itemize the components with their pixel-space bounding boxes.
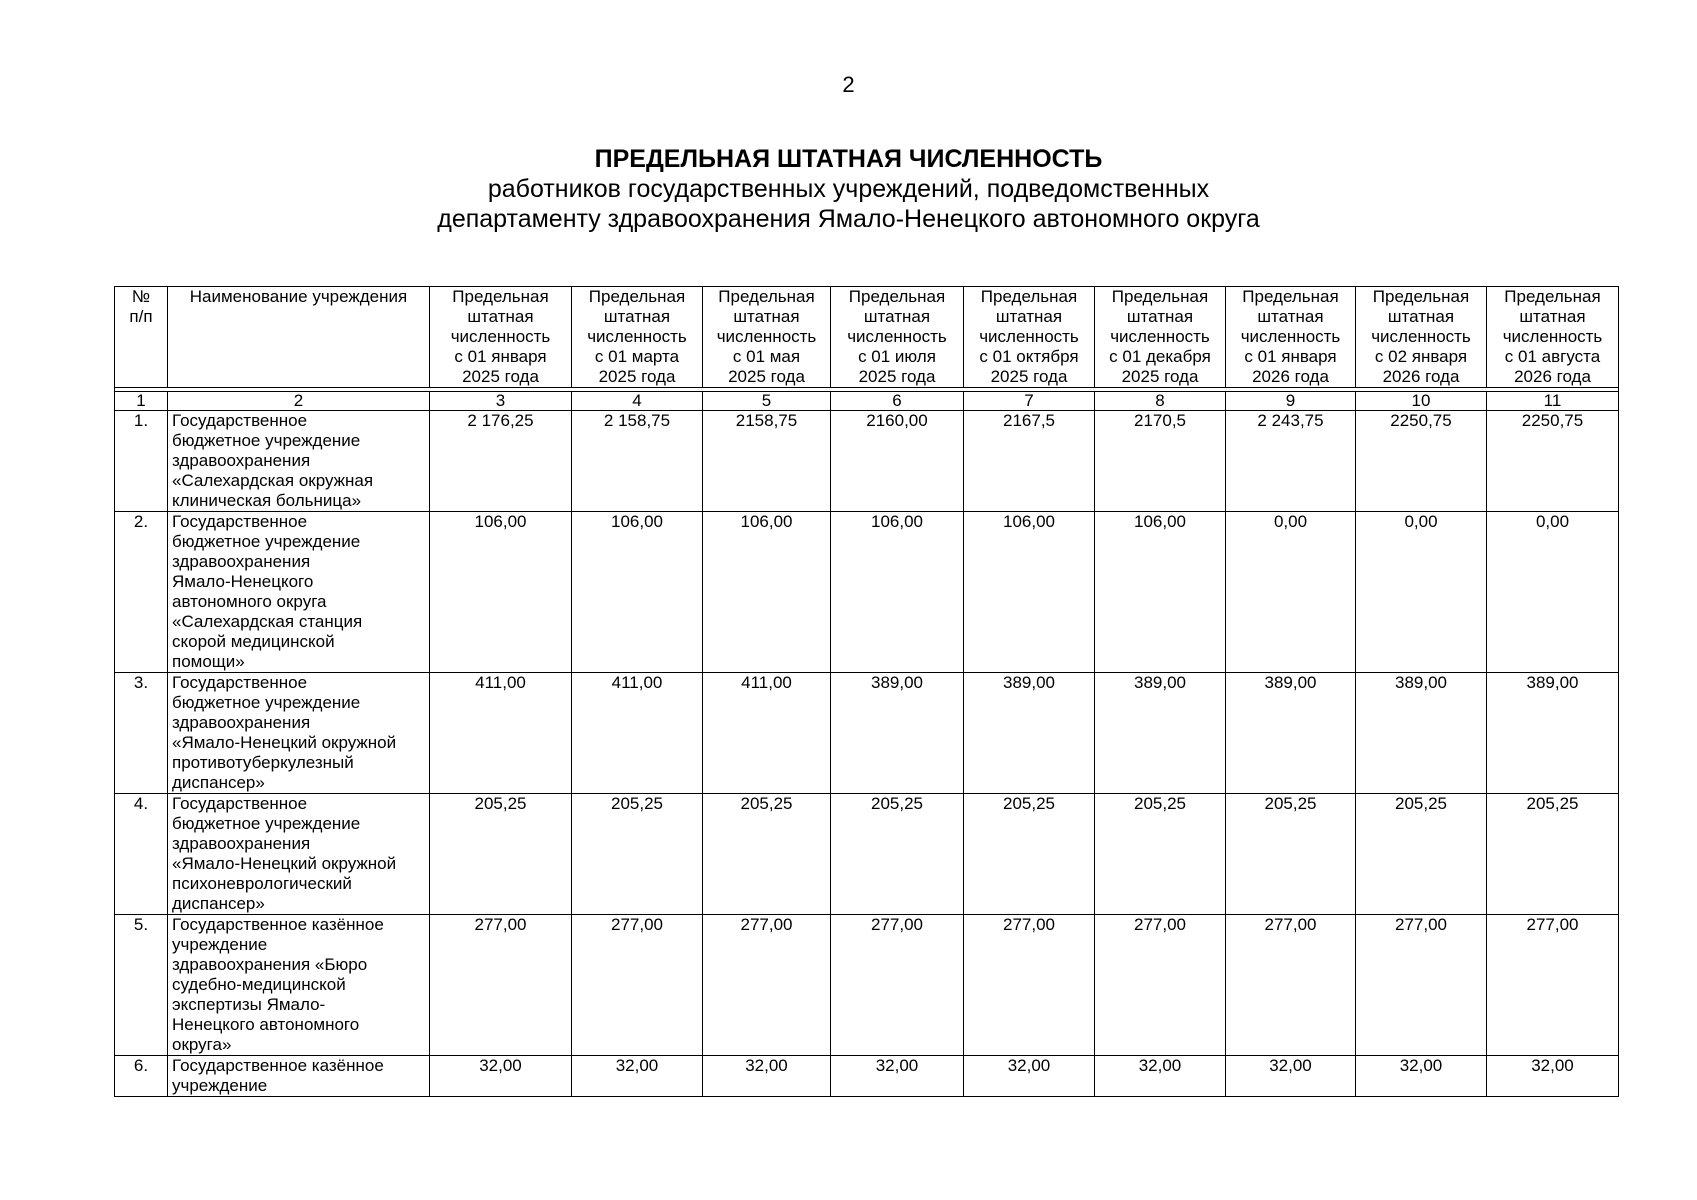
staff-limit-value: 106,00 [572, 512, 703, 673]
row-index: 6. [115, 1056, 168, 1097]
header-column-9 [1226, 287, 1356, 388]
header-index-line: п/п [129, 307, 153, 326]
institution-name-line: бюджетное учреждение [172, 431, 361, 450]
header-line: штатная [1257, 307, 1324, 326]
table-row [115, 794, 1619, 915]
table-row [115, 915, 1619, 1056]
staff-limit-value: 389,00 [831, 673, 964, 794]
header-line: численность [979, 327, 1079, 346]
staff-limit-value: 411,00 [430, 673, 572, 794]
institution-name-line: «Салехардская станция [172, 612, 363, 631]
institution-name-line: скорой медицинской [172, 632, 335, 651]
institution-name [168, 1056, 430, 1097]
column-number: 3 [430, 392, 572, 411]
header-line: численность [1110, 327, 1210, 346]
institution-name-line: Государственное казённое [172, 1056, 384, 1075]
header-line: Предельная [848, 287, 946, 306]
header-line: численность [450, 327, 551, 346]
staff-limit-value: 2167,5 [964, 411, 1095, 512]
institution-name-line: психоневрологический [172, 874, 352, 893]
staff-limit-value: 2250,75 [1356, 411, 1487, 512]
staff-limit-value: 205,25 [831, 794, 964, 915]
institution-name-line: бюджетное учреждение [172, 814, 361, 833]
staff-limit-value: 205,25 [1226, 794, 1356, 915]
staff-limit-value: 205,25 [1487, 794, 1619, 915]
staff-limit-value: 32,00 [430, 1056, 572, 1097]
header-line: Предельная [980, 287, 1078, 306]
header-line: штатная [1126, 307, 1194, 326]
column-number: 9 [1226, 392, 1356, 411]
title-main: ПРЕДЕЛЬНАЯ ШТАТНАЯ ЧИСЛЕННОСТЬ [594, 145, 1103, 173]
header-column-5 [703, 287, 831, 388]
institution-name-line: бюджетное учреждение [172, 693, 361, 712]
institution-name-line: экспертизы Ямало- [172, 995, 326, 1014]
staff-limit-value: 205,25 [1356, 794, 1487, 915]
table-row [115, 1056, 1619, 1097]
table-body [115, 388, 1619, 1097]
header-column-10 [1356, 287, 1487, 388]
institution-name-line: здравоохранения «Бюро [172, 955, 368, 974]
staff-limit-value: 205,25 [703, 794, 831, 915]
institution-name-line: автономного округа [172, 592, 327, 611]
institution-name-line: диспансер» [172, 894, 265, 913]
staff-limit-value: 0,00 [1226, 512, 1356, 673]
institution-name-line: «Салехардская окружная [172, 471, 374, 490]
staff-limit-value: 2 243,75 [1226, 411, 1356, 512]
header-line: с 01 января [454, 347, 547, 366]
institution-name-line: Государственное [172, 794, 308, 813]
header-line: 2025 года [990, 367, 1068, 386]
staff-limit-value: 277,00 [1487, 915, 1619, 1056]
column-number: 5 [703, 392, 831, 411]
staff-limit-value: 32,00 [572, 1056, 703, 1097]
column-number: 4 [572, 392, 703, 411]
staff-limit-value: 277,00 [1095, 915, 1226, 1056]
institution-name [168, 673, 430, 794]
header-line: с 01 июля [858, 347, 936, 366]
staff-limit-value: 0,00 [1487, 512, 1619, 673]
header-line: 2026 года [1252, 367, 1329, 386]
staff-limit-value: 106,00 [964, 512, 1095, 673]
staff-limit-value: 389,00 [1487, 673, 1619, 794]
staff-limit-value: 389,00 [1356, 673, 1487, 794]
institution-name-line: клиническая больница» [172, 491, 362, 510]
institution-name [168, 512, 430, 673]
header-line: 2025 года [858, 367, 936, 386]
column-number: 7 [964, 392, 1095, 411]
row-index: 2. [115, 512, 168, 673]
header-line: 2025 года [462, 367, 539, 386]
column-number: 8 [1095, 392, 1226, 411]
header-line: Предельная [1111, 287, 1209, 306]
institution-name [168, 411, 430, 512]
header-line: Предельная [452, 287, 549, 306]
staff-limit-value: 2158,75 [703, 411, 831, 512]
staff-limit-value: 32,00 [1226, 1056, 1356, 1097]
column-number: 2 [168, 392, 430, 411]
staff-limit-value: 32,00 [831, 1056, 964, 1097]
header-line: с 01 марта [594, 347, 680, 366]
header-index [115, 287, 168, 388]
institution-name-line: здравоохранения [172, 834, 311, 853]
institution-name-line: Государственное [172, 673, 308, 692]
staff-limit-value: 277,00 [572, 915, 703, 1056]
staff-limit-value: 389,00 [1095, 673, 1226, 794]
staff-limit-value: 411,00 [572, 673, 703, 794]
row-index: 4. [115, 794, 168, 915]
institution-name-line: здравоохранения [172, 451, 311, 470]
institution-name-line: учреждение [172, 935, 268, 954]
staff-limit-value: 277,00 [1356, 915, 1487, 1056]
staff-limit-value: 389,00 [1226, 673, 1356, 794]
institution-name [168, 915, 430, 1056]
header-line: штатная [733, 307, 800, 326]
staff-limit-value: 2250,75 [1487, 411, 1619, 512]
institution-name-line: судебно-медицинской [172, 975, 346, 994]
header-line: Предельная [1504, 287, 1601, 306]
header-index-line: № [131, 287, 151, 306]
header-line: 2026 года [1514, 367, 1591, 386]
institution-name-line: здравоохранения [172, 552, 311, 571]
page-number: 2 [842, 72, 855, 97]
column-number-row [115, 392, 1619, 411]
header-line: 2025 года [598, 367, 676, 386]
document-title [0, 144, 1697, 234]
header-line: 2025 года [728, 367, 805, 386]
staff-limit-value: 205,25 [1095, 794, 1226, 915]
staff-limit-value: 106,00 [703, 512, 831, 673]
institution-name-line: здравоохранения [172, 713, 311, 732]
header-line: с 01 августа [1504, 347, 1601, 366]
header-line: Предельная [1372, 287, 1470, 306]
column-number: 1 [115, 392, 168, 411]
staff-limit-value: 277,00 [964, 915, 1095, 1056]
column-number: 10 [1356, 392, 1487, 411]
header-line: штатная [467, 307, 534, 326]
header-line: с 01 декабря [1109, 347, 1211, 366]
header-line: Предельная [1242, 287, 1339, 306]
table-row [115, 411, 1619, 512]
staff-limit-value: 205,25 [430, 794, 572, 915]
header-line: штатная [603, 307, 671, 326]
staff-limit-value: 32,00 [1356, 1056, 1487, 1097]
institution-name-line: помощи» [172, 652, 245, 671]
staff-limit-value: 2 158,75 [572, 411, 703, 512]
header-line: численность [716, 327, 817, 346]
institution-name-line: округа» [172, 1035, 232, 1054]
institution-name-line: Государственное казённое [172, 915, 384, 934]
header-line: Предельная [718, 287, 815, 306]
institution-name-line: «Ямало-Ненецкий окружной [172, 854, 397, 873]
header-line: численность [1240, 327, 1341, 346]
institution-name-line: учреждение [172, 1076, 268, 1095]
staff-limit-value: 277,00 [430, 915, 572, 1056]
table-row [115, 673, 1619, 794]
row-index: 1. [115, 411, 168, 512]
table-row [115, 512, 1619, 673]
institution-name-line: Государственное [172, 411, 308, 430]
staff-limit-value: 32,00 [1095, 1056, 1226, 1097]
header-line: 2025 года [1121, 367, 1199, 386]
institution-name-line: Государственное [172, 512, 308, 531]
header-line: с 01 мая [732, 347, 801, 366]
header-line: численность [1371, 327, 1471, 346]
header-line: 2026 года [1382, 367, 1460, 386]
column-number: 11 [1487, 392, 1619, 411]
staff-limit-value: 106,00 [831, 512, 964, 673]
header-line: численность [587, 327, 687, 346]
staff-limit-value: 277,00 [1226, 915, 1356, 1056]
staff-limit-value: 32,00 [964, 1056, 1095, 1097]
header-institution-name: Наименование учреждения [168, 287, 430, 388]
header-column-8 [1095, 287, 1226, 388]
staff-limit-value: 32,00 [1487, 1056, 1619, 1097]
staff-limit-value: 411,00 [703, 673, 831, 794]
staff-limit-value: 389,00 [964, 673, 1095, 794]
row-index: 5. [115, 915, 168, 1056]
header-line: с 01 октября [979, 347, 1079, 366]
staff-limit-value: 2160,00 [831, 411, 964, 512]
institution-name-line: Ямало-Ненецкого [172, 572, 314, 591]
title-subtitle-line-1: работников государственных учреждений, подведомственных [487, 175, 1210, 203]
header-line: штатная [1519, 307, 1586, 326]
header-line: штатная [863, 307, 931, 326]
header-column-3 [430, 287, 572, 388]
header-line: штатная [1387, 307, 1455, 326]
institution-name-line: противотуберкулезный [172, 753, 354, 772]
institution-name [168, 794, 430, 915]
institution-name-line: «Ямало-Ненецкий окружной [172, 733, 397, 752]
header-line: с 01 января [1244, 347, 1337, 366]
staff-limit-table [114, 286, 1619, 1097]
staff-limit-value: 277,00 [703, 915, 831, 1056]
header-line: численность [847, 327, 947, 346]
staff-limit-value: 32,00 [703, 1056, 831, 1097]
institution-name-line: бюджетное учреждение [172, 532, 361, 551]
staff-limit-value: 205,25 [964, 794, 1095, 915]
table-header-row [115, 287, 1619, 388]
staff-limit-value: 205,25 [572, 794, 703, 915]
institution-name-line: Ненецкого автономного [172, 1015, 360, 1034]
staff-limit-value: 277,00 [831, 915, 964, 1056]
institution-name-line: диспансер» [172, 773, 265, 792]
column-number: 6 [831, 392, 964, 411]
staff-limit-value: 0,00 [1356, 512, 1487, 673]
header-line: с 02 января [1374, 347, 1468, 366]
header-column-7 [964, 287, 1095, 388]
header-line: численность [1502, 327, 1603, 346]
staff-limit-value: 106,00 [430, 512, 572, 673]
staff-limit-value: 2 176,25 [430, 411, 572, 512]
header-column-4 [572, 287, 703, 388]
header-line: штатная [995, 307, 1063, 326]
title-subtitle-line-2: департаменту здравоохранения Ямало-Ненецкого автономного округа [437, 205, 1260, 233]
header-line: Предельная [588, 287, 686, 306]
header-column-11 [1487, 287, 1619, 388]
header-column-6 [831, 287, 964, 388]
staff-limit-value: 106,00 [1095, 512, 1226, 673]
row-index: 3. [115, 673, 168, 794]
staff-limit-value: 2170,5 [1095, 411, 1226, 512]
